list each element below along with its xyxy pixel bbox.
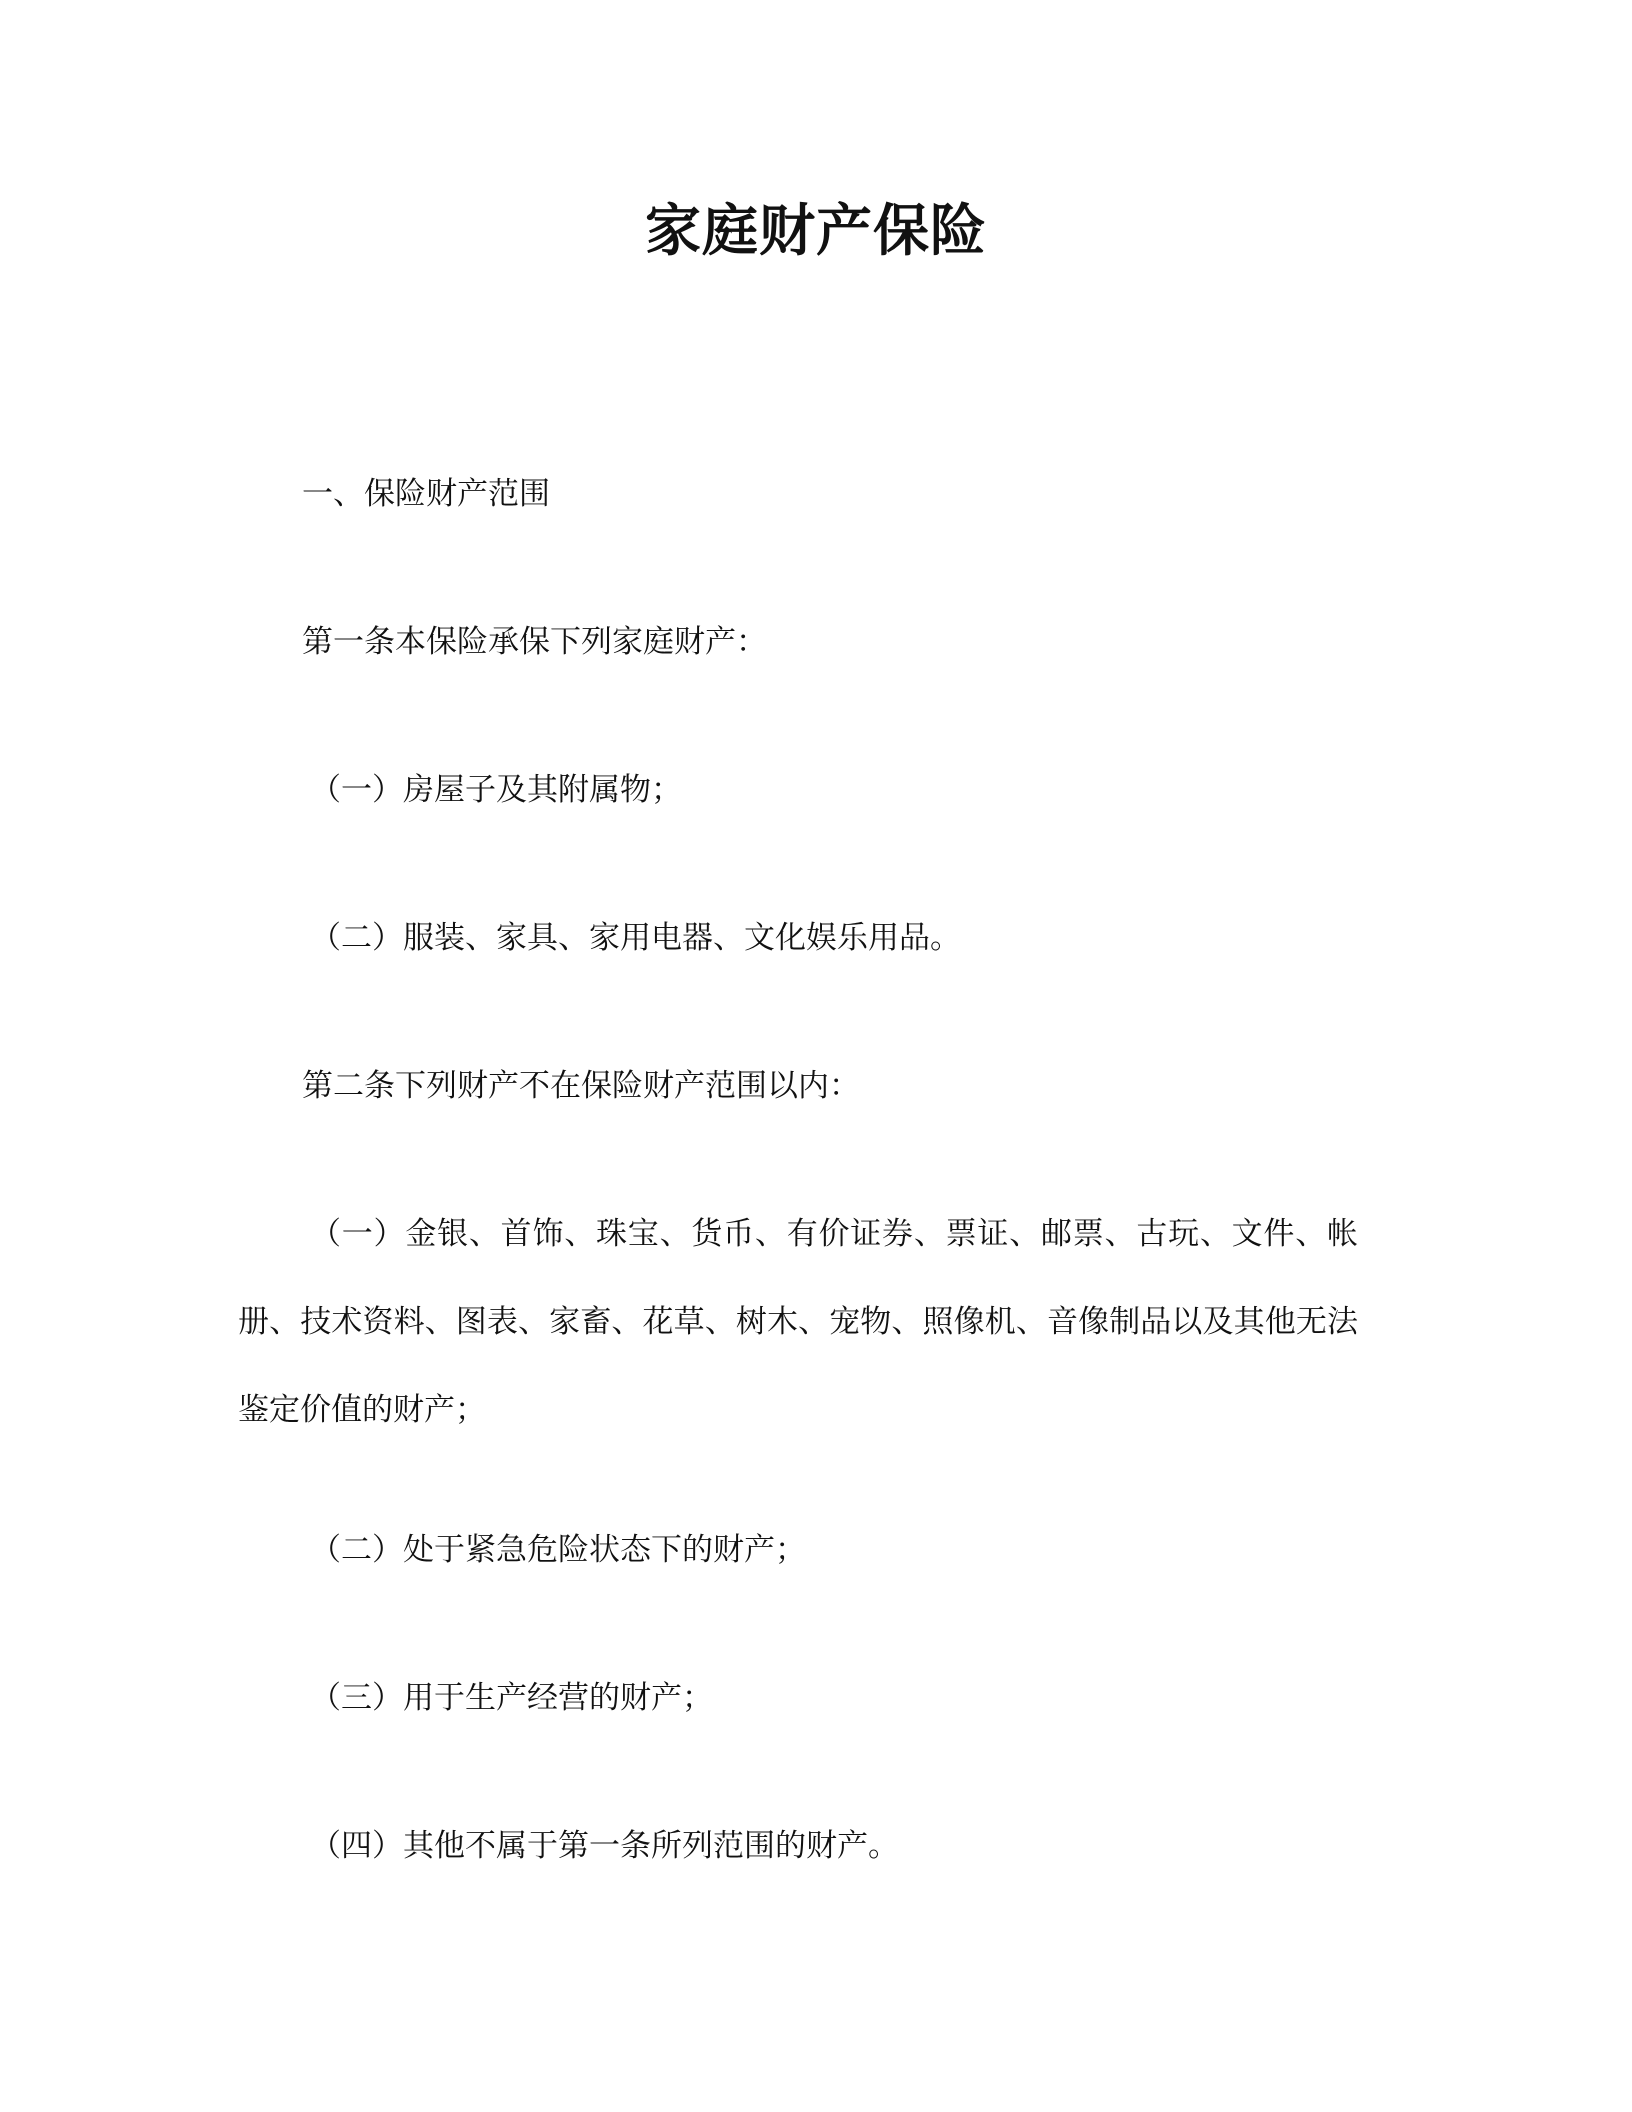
article-2-item-1: （一）金银、首饰、珠宝、货币、有价证券、票证、邮票、古玩、文件、帐册、技术资料、图表、家畜、花草、树木、宠物、照像机、音像制品以及其他无法鉴定价值的财产； [238,1216,1358,1428]
section-heading: 一、保险财产范围 [302,476,550,512]
article-2-item-3: （三）用于生产经营的财产； [310,1680,713,1716]
article-2-item-2: （二）处于紧急危险状态下的财产； [310,1532,806,1568]
article-2-intro: 第二条下列财产不在保险财产范围以内： [302,1068,860,1104]
document-title: 家庭财产保险 [645,199,987,264]
article-1-item-2: （二）服装、家具、家用电器、文化娱乐用品。 [310,920,961,956]
article-2-item-4: （四）其他不属于第一条所列范围的财产。 [310,1828,899,1864]
article-1-item-1: （一）房屋子及其附属物； [310,772,682,808]
article-1-intro: 第一条本保险承保下列家庭财产： [302,624,767,660]
